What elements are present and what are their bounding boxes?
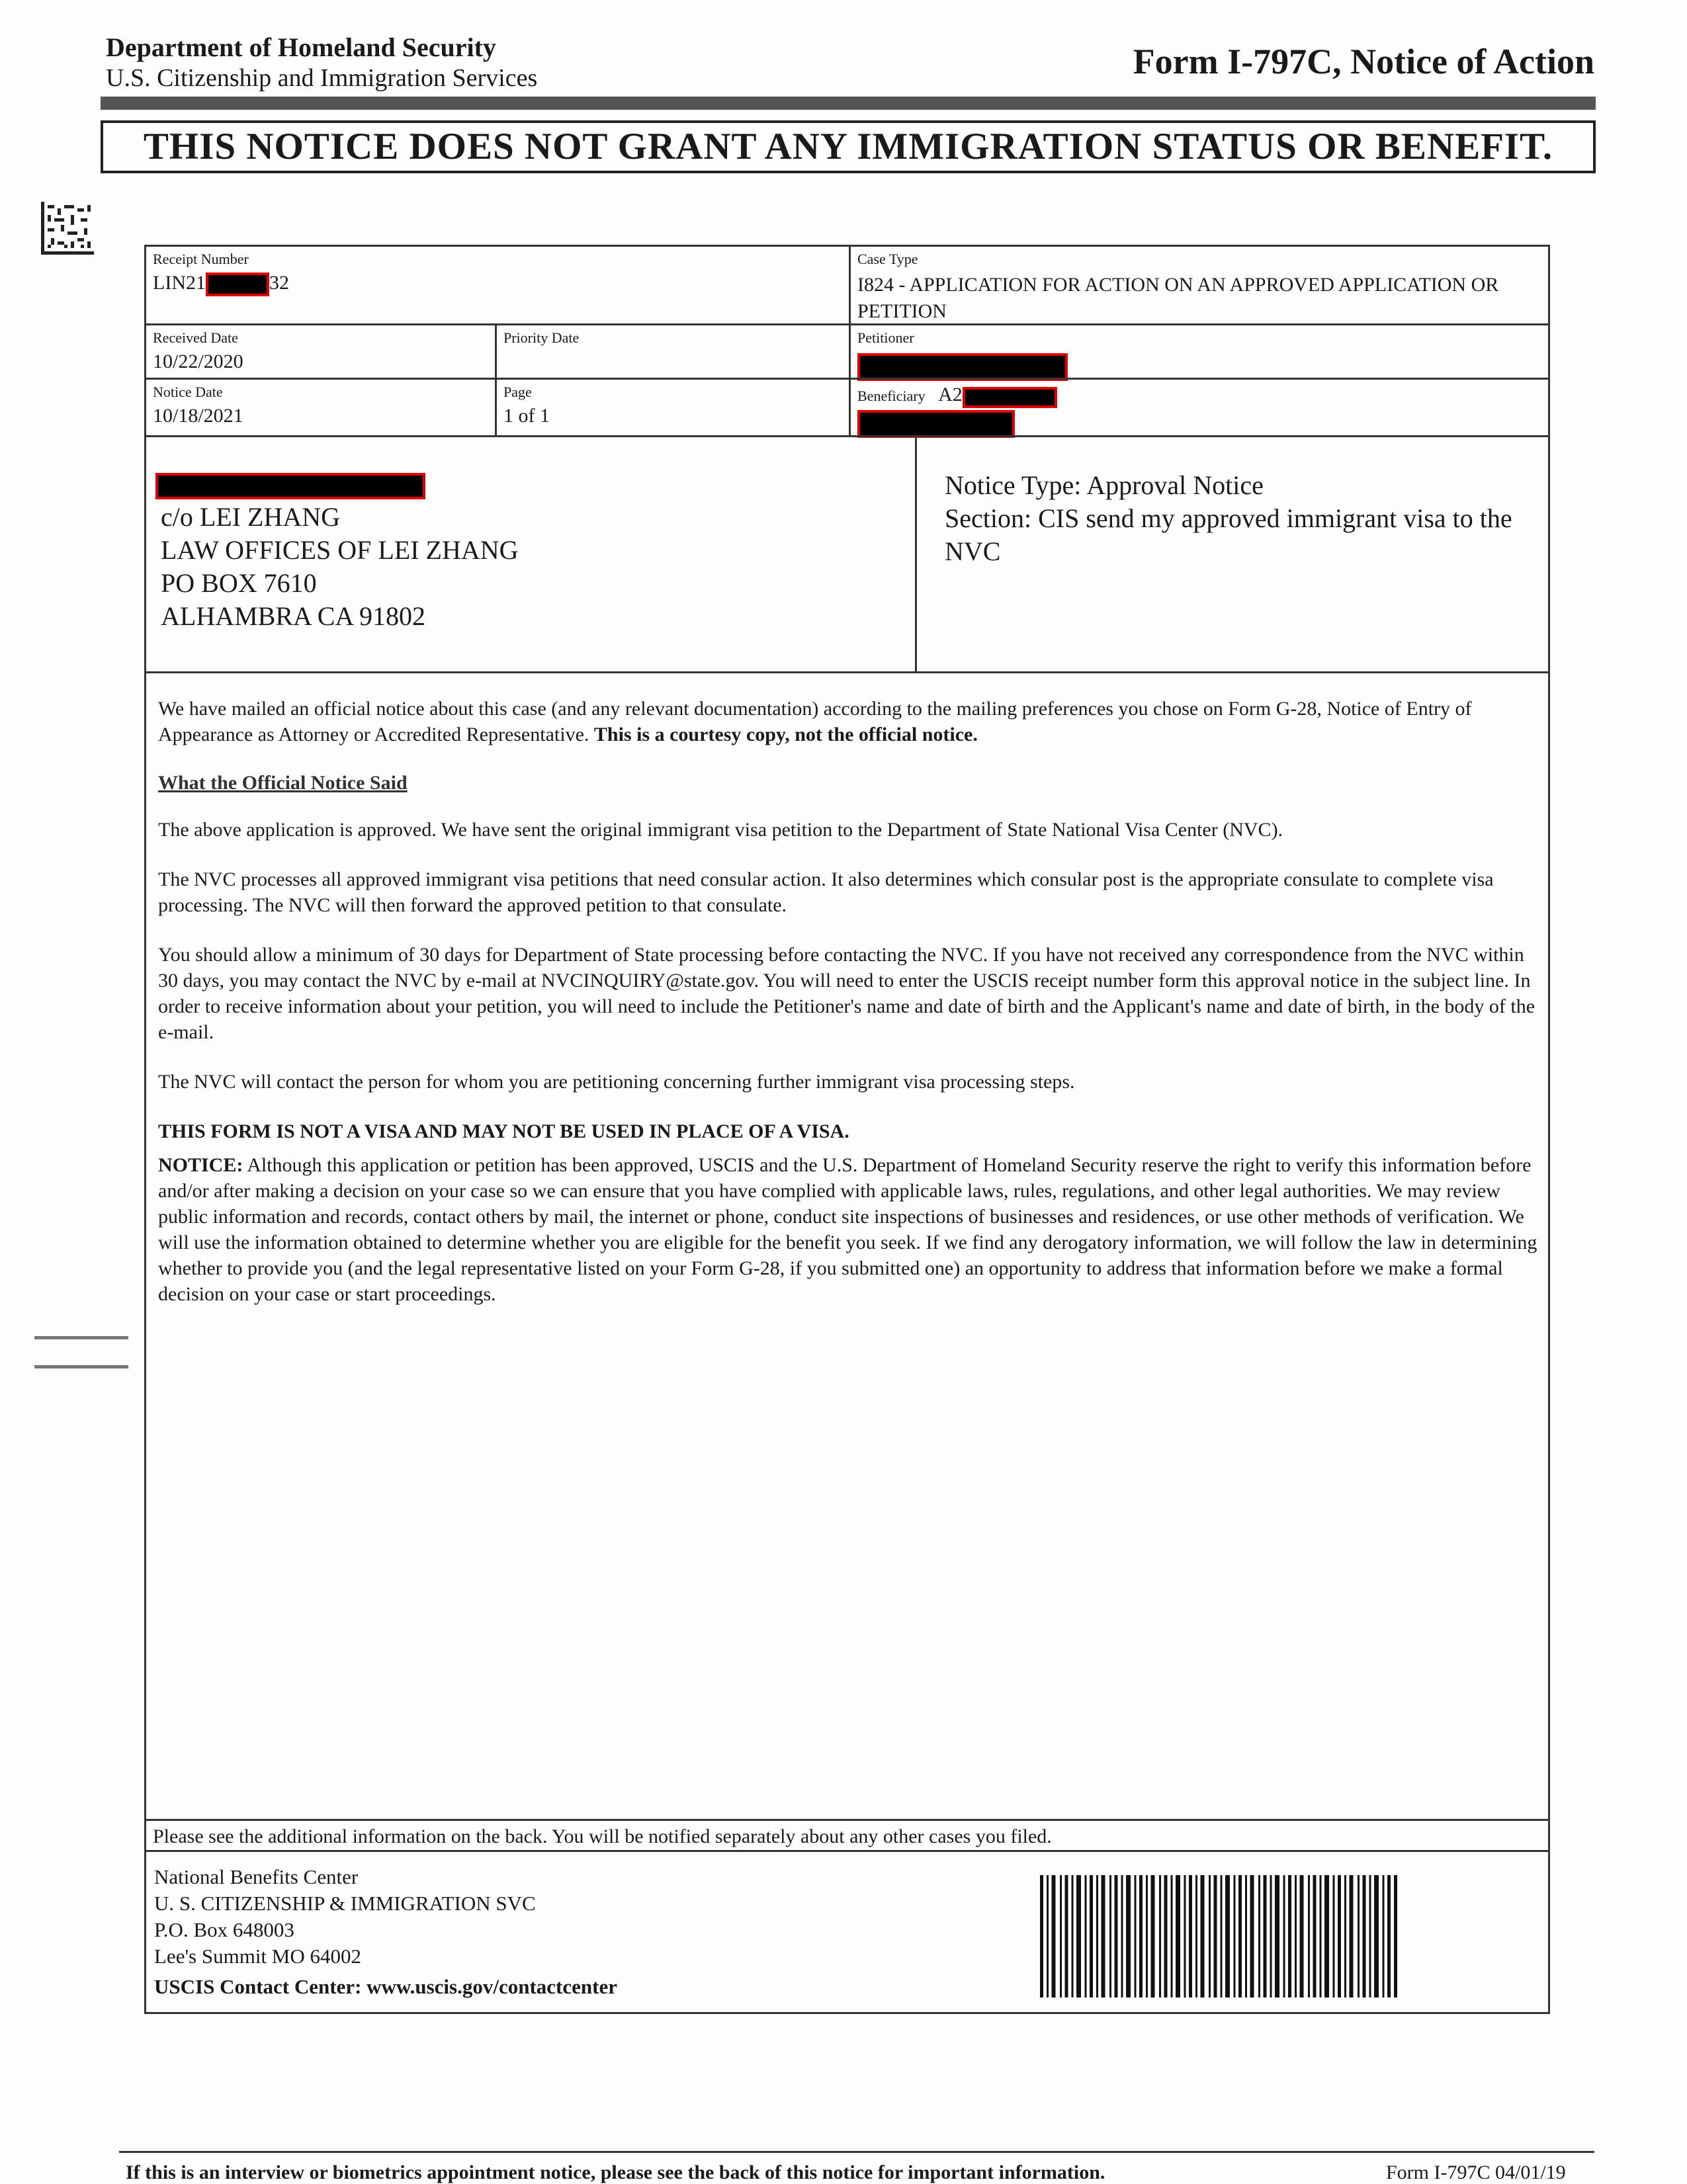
scan-mark (34, 1365, 128, 1368)
case-type-label: Case Type (857, 251, 918, 267)
redaction-box (206, 273, 269, 296)
receipt-suffix: 32 (269, 272, 289, 294)
redaction-box (857, 353, 1068, 381)
notice-body-box (144, 671, 1550, 1821)
notice-date-label: Notice Date (153, 384, 223, 400)
receipt-number-value (153, 272, 289, 296)
redaction-box (857, 410, 1015, 438)
petitioner-label: Petitioner (857, 329, 914, 346)
legal-notice-paragraph (158, 1152, 1537, 1307)
datamatrix-code-icon (41, 202, 94, 255)
notice-type-box (915, 435, 1550, 673)
receipt-prefix: LIN21 (153, 272, 206, 294)
page-cell (495, 378, 851, 437)
page-value: 1 of 1 (503, 405, 550, 427)
redaction-box (155, 473, 425, 499)
page-label: Page (503, 384, 532, 400)
department-name: Department of Homeland Security (106, 32, 496, 62)
scan-mark (34, 1336, 128, 1339)
barcode-icon (1040, 1875, 1397, 1997)
notice-body (158, 696, 1537, 1307)
mailing-address-box (144, 435, 917, 673)
visa-warning: THIS FORM IS NOT A VISA AND MAY NOT BE USED IN PLACE OF A VISA. (158, 1120, 849, 1142)
notice-type: Notice Type: Approval Notice (945, 470, 1264, 500)
priority-date-label: Priority Date (503, 329, 580, 346)
receipt-number-label: Receipt Number (153, 251, 249, 267)
beneficiary-field (857, 384, 1057, 408)
notice-text: Although this application or petition has been approved, USCIS and the U.S. Department of Homeland Security reserve the right to verify this information before and/or after making a decision on your case so we can ensure that you have complied with applicable laws, rules, regulations, and other legal authorities. We may review public information and records, contact others by mail, the internet or phone, conduct site inspections of businesses and residences, or use other methods of verification. We will use the information obtained to determine whether you are eligible for the benefit you seek. If we find any derogatory information, we will follow the law in determining whether to provide you (and the legal representative listed on your Form G-28, if you submitted one) an opportunity to address that information before we make a formal decision on your case or start proceedings. (158, 1154, 1537, 1305)
mailing-address (161, 501, 519, 633)
nvc-paragraph: The NVC processes all approved immigrant visa petitions that need consular action. It also determines which consular post is the appropriate consulate to complete visa processing. The NVC will then forward the approved petition to that consulate. (158, 868, 1494, 916)
notice-type-text (945, 469, 1540, 568)
received-date-value: 10/22/2020 (153, 351, 243, 372)
beneficiary-label: Beneficiary (857, 388, 926, 404)
next-steps-paragraph: The NVC will contact the person for whom you are petitioning concerning further immigrant visa processing steps. (158, 1071, 1075, 1093)
notice-section: Section: CIS send my approved immigrant visa to the NVC (945, 503, 1512, 566)
approval-paragraph: The above application is approved. We have sent the original immigrant visa petition to the Department of State National Visa Center (NVC). (158, 819, 1283, 841)
courtesy-copy-text: This is a courtesy copy, not the official notice. (593, 724, 978, 745)
notice-date-cell (144, 378, 497, 437)
received-date-cell (144, 323, 497, 380)
office-line: U. S. CITIZENSHIP & IMMIGRATION SVC (154, 1892, 536, 1915)
header-rule (101, 97, 1596, 110)
received-date-label: Received Date (153, 329, 238, 346)
status-banner: THIS NOTICE DOES NOT GRANT ANY IMMIGRATION STATUS OR BENEFIT. (101, 120, 1596, 173)
additional-info: Please see the additional information on the back. You will be notified separately about any other cases you filed. (153, 1826, 1052, 1847)
address-line: ALHAMBRA CA 91802 (161, 601, 426, 631)
courtesy-paragraph (158, 696, 1537, 747)
form-id: Form I-797C 04/01/19 (1386, 2162, 1566, 2183)
address-line: c/o LEI ZHANG (161, 502, 341, 532)
contact-center: USCIS Contact Center: www.uscis.gov/contactcenter (154, 1975, 617, 1998)
case-type-value: I824 - APPLICATION FOR ACTION ON AN APPROVED APPLICATION OR PETITION (857, 274, 1499, 322)
address-line: LAW OFFICES OF LEI ZHANG (161, 535, 519, 565)
notice-label: NOTICE: (158, 1154, 243, 1176)
case-type-cell (849, 245, 1550, 325)
receipt-number-cell (144, 245, 851, 325)
agency-name: U.S. Citizenship and Immigration Services (106, 64, 538, 92)
footer-rule (119, 2151, 1594, 2153)
contact-paragraph: You should allow a minimum of 30 days for Department of State processing before contacting the NVC. If you have not received any correspondence from the NVC within 30 days, you may contact the NVC by e-mail at NVCINQUIRY@state.gov. You will need to enter the USCIS receipt number form this approval notice in the subject line. In order to receive information about your petition, you will need to include the Petitioner's name and date of birth and the Applicant's name and date of birth, in the body of the e-mail. (158, 944, 1536, 1043)
additional-info-box (144, 1819, 1550, 1852)
petitioner-cell (849, 323, 1550, 380)
footer-note: If this is an interview or biometrics appointment notice, please see the back of this notice for important information. (126, 2162, 1105, 2183)
office-line: National Benefits Center (154, 1865, 359, 1888)
intro-text: We have mailed an official notice about this case (and any relevant documentation) according to the mailing preferences you chose on Form G-28, Notice of Entry of Appearance as Attorney or Accredited Representative. (158, 698, 1472, 745)
beneficiary-prefix: A2 (938, 384, 963, 405)
section-heading: What the Official Notice Said (158, 772, 408, 794)
beneficiary-cell (849, 378, 1550, 437)
priority-date-cell (495, 323, 851, 380)
address-line: PO BOX 7610 (161, 568, 317, 598)
notice-date-value: 10/18/2021 (153, 405, 243, 427)
office-line: P.O. Box 648003 (154, 1918, 294, 1941)
office-line: Lee's Summit MO 64002 (154, 1945, 361, 1968)
form-title: Form I-797C, Notice of Action (1133, 42, 1594, 81)
office-address (154, 1864, 617, 2000)
redaction-box (963, 387, 1057, 408)
